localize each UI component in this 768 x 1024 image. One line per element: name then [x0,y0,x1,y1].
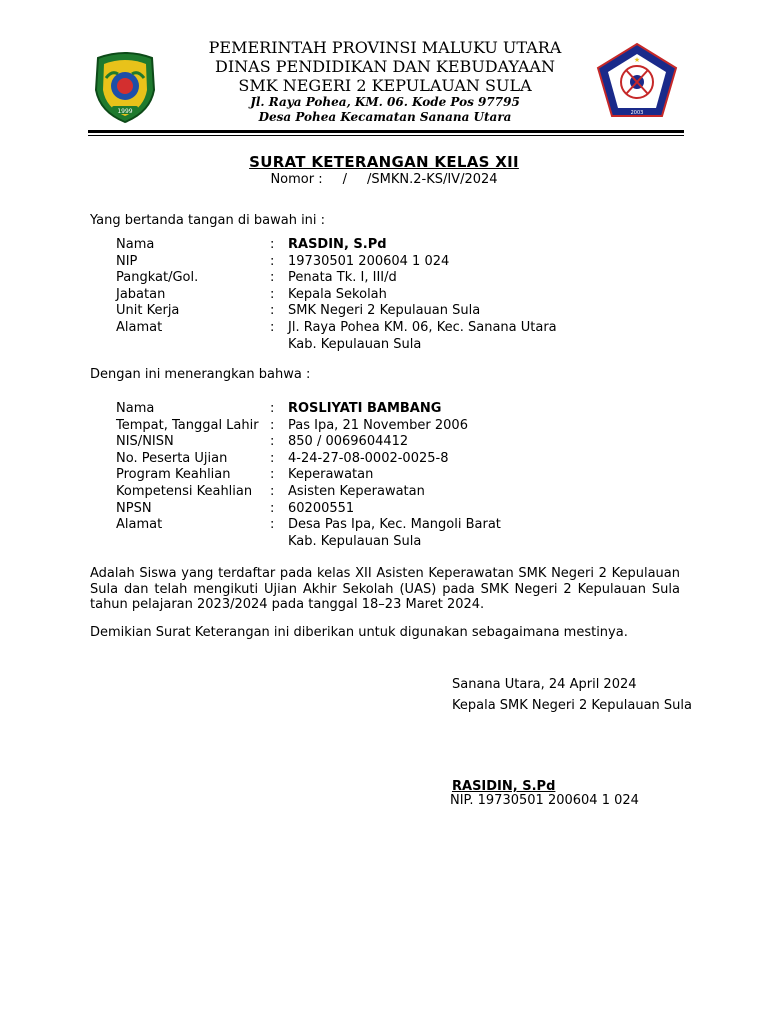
row-value: 4-24-27-08-0002-0025-8 [288,450,449,466]
row-label: No. Peserta Ujian [116,450,228,466]
row-label: Jabatan [116,286,166,302]
row-label: NPSN [116,500,152,516]
row-value: Kepala Sekolah [288,286,387,302]
letterhead-line-2: DINAS PENDIDIKAN DAN KEBUDAYAAN [215,57,555,76]
row-value: 850 / 0069604412 [288,434,409,450]
closing-text: Demikian Surat Keterangan ini diberikan untuk digunakan sebagaimana mestinya. [90,625,628,640]
intro-text: Yang bertanda tangan di bawah ini : [90,213,326,228]
letterhead-address: Jl. Raya Pohea, KM. 06. Kode Pos 97795 [250,95,520,109]
row-value: Jl. Raya Pohea KM. 06, Kec. Sanana Utara [288,319,557,335]
row-value: Penata Tk. I, III/d [288,270,397,286]
body-paragraph: Adalah Siswa yang terdaftar pada kelas XII Asisten Keperawatan SMK Negeri 2 Kepulauan Sula dan telah mengikuti Ujian Akhir Sekolah (UAS) pada SMK Negeri 2 Kepulauan Sula tahun pelajaran 2023/2024 pada tanggal 18–23 Maret 2024. [90,566,680,612]
signer-nip: NIP. 19730501 200604 1 024 [450,793,639,808]
svg-text:★: ★ [633,56,641,64]
row-label: Alamat [116,319,163,335]
provincial-emblem-icon [92,50,158,124]
row-label: Tempat, Tanggal Lahir [116,417,259,433]
row-label: Pangkat/Gol. [116,270,199,286]
row-value-continued: Kab. Kepulauan Sula [288,336,422,352]
letter-number [0,172,768,187]
row-value-continued: Kab. Kepulauan Sula [288,533,422,549]
row-value: 19730501 200604 1 024 [288,253,450,269]
row-value: Keperawatan [288,467,374,483]
row-label: Nama [116,237,155,252]
left-logo-year: 1999 [117,108,133,115]
letterhead [170,38,600,125]
letterhead-line-1: PEMERINTAH PROVINSI MALUKU UTARA [208,38,562,57]
row-label: NIS/NISN [116,434,174,450]
row-label: NIP [116,253,138,269]
letterhead-rule-thick [88,130,684,133]
row-value: Asisten Keperawatan [288,483,425,499]
row-value: 60200551 [288,500,355,516]
letterhead-rule-thin [88,135,684,136]
signer-name: RASIDIN, S.Pd [452,779,556,794]
school-emblem-icon [596,42,678,118]
row-value: RASDIN, S.Pd [288,237,387,252]
row-value: ROSLIYATI BAMBANG [288,401,442,416]
place-date: Sanana Utara, 24 April 2024 [452,677,637,692]
row-label: Kompetensi Keahlian [116,483,253,499]
row-value: SMK Negeri 2 Kepulauan Sula [288,303,481,319]
letterhead-village: Desa Pohea Kecamatan Sanana Utara [258,110,512,124]
nomor-separator: / [342,172,347,187]
row-value: Desa Pas Ipa, Kec. Mangoli Barat [288,517,501,533]
letter-title: SURAT KETERANGAN KELAS XII [249,153,519,171]
statement-text: Dengan ini menerangkan bahwa : [90,367,311,382]
row-value: Pas Ipa, 21 November 2006 [288,417,468,433]
right-logo-year: 2003 [630,110,644,116]
row-label: Alamat [116,517,163,533]
row-label: Unit Kerja [116,303,180,319]
row-label: Program Keahlian [116,467,231,483]
letterhead-line-3: SMK NEGERI 2 KEPULAUAN SULA [238,76,532,95]
signer-position: Kepala SMK Negeri 2 Kepulauan Sula [452,698,692,713]
row-label: Nama [116,401,155,416]
nomor-code: /SMKN.2-KS/IV/2024 [367,172,498,187]
letter-page: 1999 PEMERINTAH PROVINSI MALUKU UTARA DINAS PENDIDIKAN DAN KEBUDAYAAN SMK NEGERI 2 KEPULAUAN SULA Jl. Raya Pohea, KM. 06. Kode Pos 97795 Desa Pohea Kecamatan Sanana Utara 2003 ★ SURAT KETERANGAN KELAS XII Nomor : / /SMKN.2-KS/IV/2024 Yang bertanda tangan di bawah ini : Nama : RASDIN, S.Pd NIP : 19730501 200604 1 024 Pangkat/Gol. : Penata Tk. I, III/d Jabatan : Kepala Sekolah Unit Kerja : SMK Negeri 2 Kepulauan Sula Alamat : Jl. Raya Pohea KM. 06, Kec. Sanana Utara Kab. Kepulauan Sula Dengan ini menerangkan bahwa : Nama : ROSLIYATI BAMBANG Tempat, Tanggal Lahir : Pas Ipa, 21 November 2006 NIS/NISN : 850 / 0069604412 No. Peserta Ujian : 4-24-27-08-0002-0025-8 Program Keahlian : Keperawatan Kompetensi Keahlian : Asisten Keperawatan NPSN : 60200551 Alamat : Desa Pas Ipa, Kec. Mangoli Barat Kab. Kepulauan Sula Adalah Siswa yang terdaftar pada kelas XII Asisten Keperawatan SMK Negeri 2 Kepulauan Sula dan telah mengikuti Ujian Akhir Sekolah (UAS) pada SMK Negeri 2 Kepulauan Sula tahun pelajaran 2023/2024 pada tanggal 18–23 Maret 2024. Demikian Surat Keterangan ini diberikan untuk digunakan sebagaimana mestinya. Sanana Utara, 24 April 2024 Kepala SMK Negeri 2 Kepulauan Sula RASIDIN, S.Pd NIP. 19730501 200604 1 024 [0,0,768,1024]
nomor-label: Nomor : [270,172,323,187]
